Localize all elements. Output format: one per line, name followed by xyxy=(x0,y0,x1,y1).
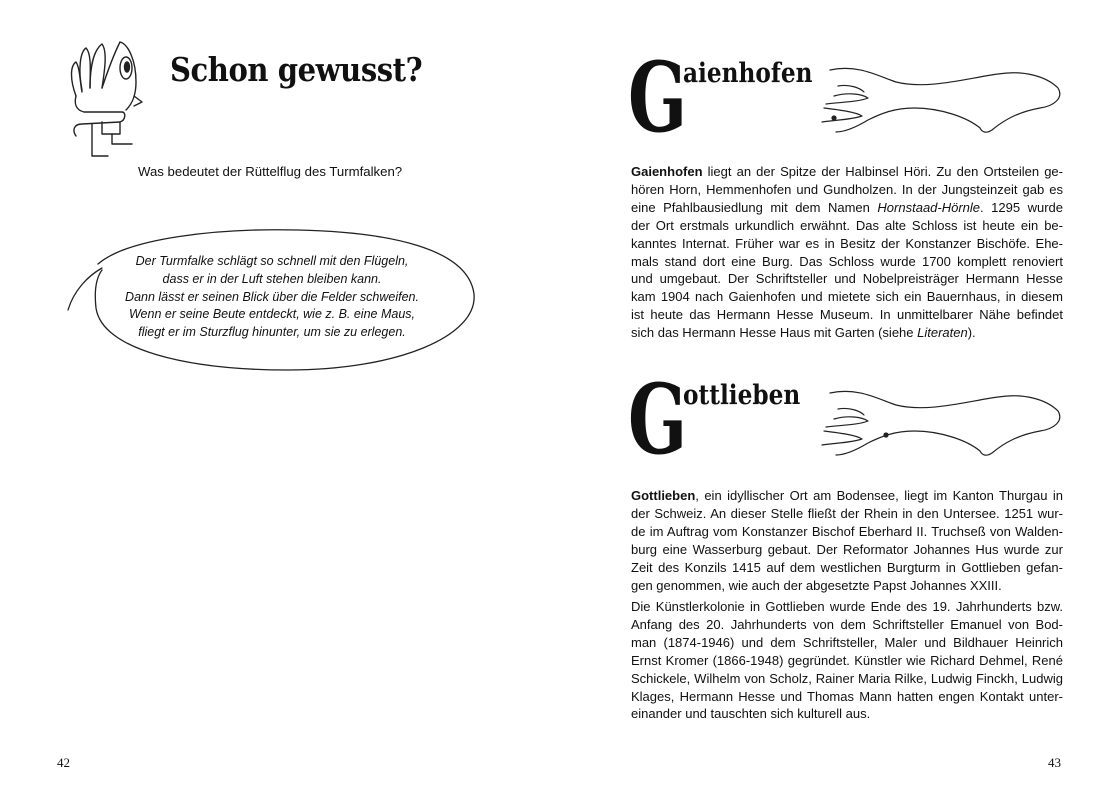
text-line: der Schweiz. An dieser Stelle fließt der Rhein in den Untersee. 1251 wur- xyxy=(631,505,1063,521)
text-line: gen genommen, wie auch der abgesetzte Papst Johannes XXIII. xyxy=(631,577,1002,593)
text-line: eine Pfahlbausiedlung mit dem Namen Hornstaad-Hörnle. 1295 wurde xyxy=(631,199,1063,215)
gottlieben-heading: ottlieben xyxy=(683,380,801,411)
answer-line: Der Turmfalke schlägt so schnell mit den Flügeln, xyxy=(135,254,409,268)
gaienhofen-drop-initial: G xyxy=(628,41,688,154)
text-line: Gottlieben, ein idyllischer Ort am Bodensee, liegt im Kanton Thurgau in xyxy=(631,488,1063,503)
page-title: Schon gewusst? xyxy=(170,50,423,89)
lake-outline-icon xyxy=(818,385,1066,463)
text-line: und umgebaut. Der Schriftsteller und Nobelpreisträger Hermann Hesse xyxy=(631,271,1063,287)
text-line: sich das Hermann Hesse Haus mit Garten (siehe Literaten). xyxy=(631,325,976,341)
answer-line: dass er in der Luft stehen bleiben kann. xyxy=(162,271,382,286)
place-name: Hornstaad-Hörnle xyxy=(877,199,981,215)
text-line: Die Künstlerkolonie in Gottlieben wurde Ende des 19. Jahrhunderts bzw. xyxy=(631,599,1063,614)
text-line: Schickele, Wilhelm von Scholz, Rainer Maria Rilke, Ludwig Finckh, Ludwig xyxy=(631,670,1063,686)
gottlieben-text xyxy=(631,487,1063,594)
answer-text xyxy=(112,253,432,342)
question-text: Was bedeutet der Rüttelflug des Turmfalken? xyxy=(138,164,403,179)
text-line: der Ort erstmals urkundlich erwähnt. Das alte Schloss ist heute ein be- xyxy=(631,217,1063,233)
text-line: Ernst Kromer (1866-1948) gegründet. Künstler wie Richard Dehmel, René xyxy=(631,652,1063,668)
cross-reference: Literaten xyxy=(917,325,968,341)
gottlieben-text-2 xyxy=(631,598,1063,723)
text-line: kanntes Internat. Früher war es in Besitz der Konstanzer Bischöfe. Ehe- xyxy=(631,235,1063,251)
text-line: man (1874-1946) und dem Schriftsteller, Maler und Bildhauer Heinrich xyxy=(631,634,1063,650)
text-line: ist heute das Hermann Hesse Museum. In unmittelbarer Nähe befindet xyxy=(631,307,1063,323)
text-line: einander und tauschten sich kulturell aus. xyxy=(631,706,871,722)
lake-outline-icon xyxy=(818,62,1066,140)
text-line: Zeit des Konzils 1415 auf dem westlichen Burgturm in Gottlieben gefan- xyxy=(631,559,1063,575)
bird-doodle-icon xyxy=(62,30,154,162)
answer-line: Dann lässt er seinen Blick über die Felder schweifen. xyxy=(125,289,419,304)
text-line: hören Horn, Hemmenhofen und Gundholzen. In der Jungsteinzeit gab es xyxy=(631,181,1063,197)
answer-line: Wenn er seine Beute entdeckt, wie z. B. eine Maus, xyxy=(128,307,416,322)
text-line: Klages, Hermann Hesse und Thomas Mann hatten engen Kontakt unter- xyxy=(631,688,1063,704)
text-line: burg eine Wasserburg gebaut. Der Reformator Johannes Hus wurde zur xyxy=(631,541,1063,557)
gaienhofen-text xyxy=(631,163,1063,342)
text-line: mals stand dort eine Burg. Das Schloss wurde 1700 komplett renoviert xyxy=(631,253,1063,269)
text-line: Anfang des 20. Jahrhunderts von dem Schriftsteller Emanuel von Bod- xyxy=(631,616,1063,632)
answer-line: fliegt er im Sturzflug hinunter, um sie zu erlegen. xyxy=(138,325,406,340)
gaienhofen-lead: Gaienhofen xyxy=(631,164,703,179)
gottlieben-drop-initial: G xyxy=(628,363,688,476)
gaienhofen-heading: aienhofen xyxy=(683,58,813,89)
text-line: Gaienhofen liegt an der Spitze der Halbinsel Höri. Zu den Ortsteilen ge- xyxy=(631,164,1063,179)
page-number-left: 42 xyxy=(57,755,70,770)
text-line: de im Auftrag vom Konstanzer Bischof Eberhard II. Truchseß von Walden- xyxy=(631,523,1063,539)
page-number-right: 43 xyxy=(1048,755,1061,770)
gottlieben-lead: Gottlieben xyxy=(631,488,696,503)
text-line: kam 1904 nach Gaienhofen und mietete sich ein Bauernhaus, in diesem xyxy=(631,289,1063,305)
